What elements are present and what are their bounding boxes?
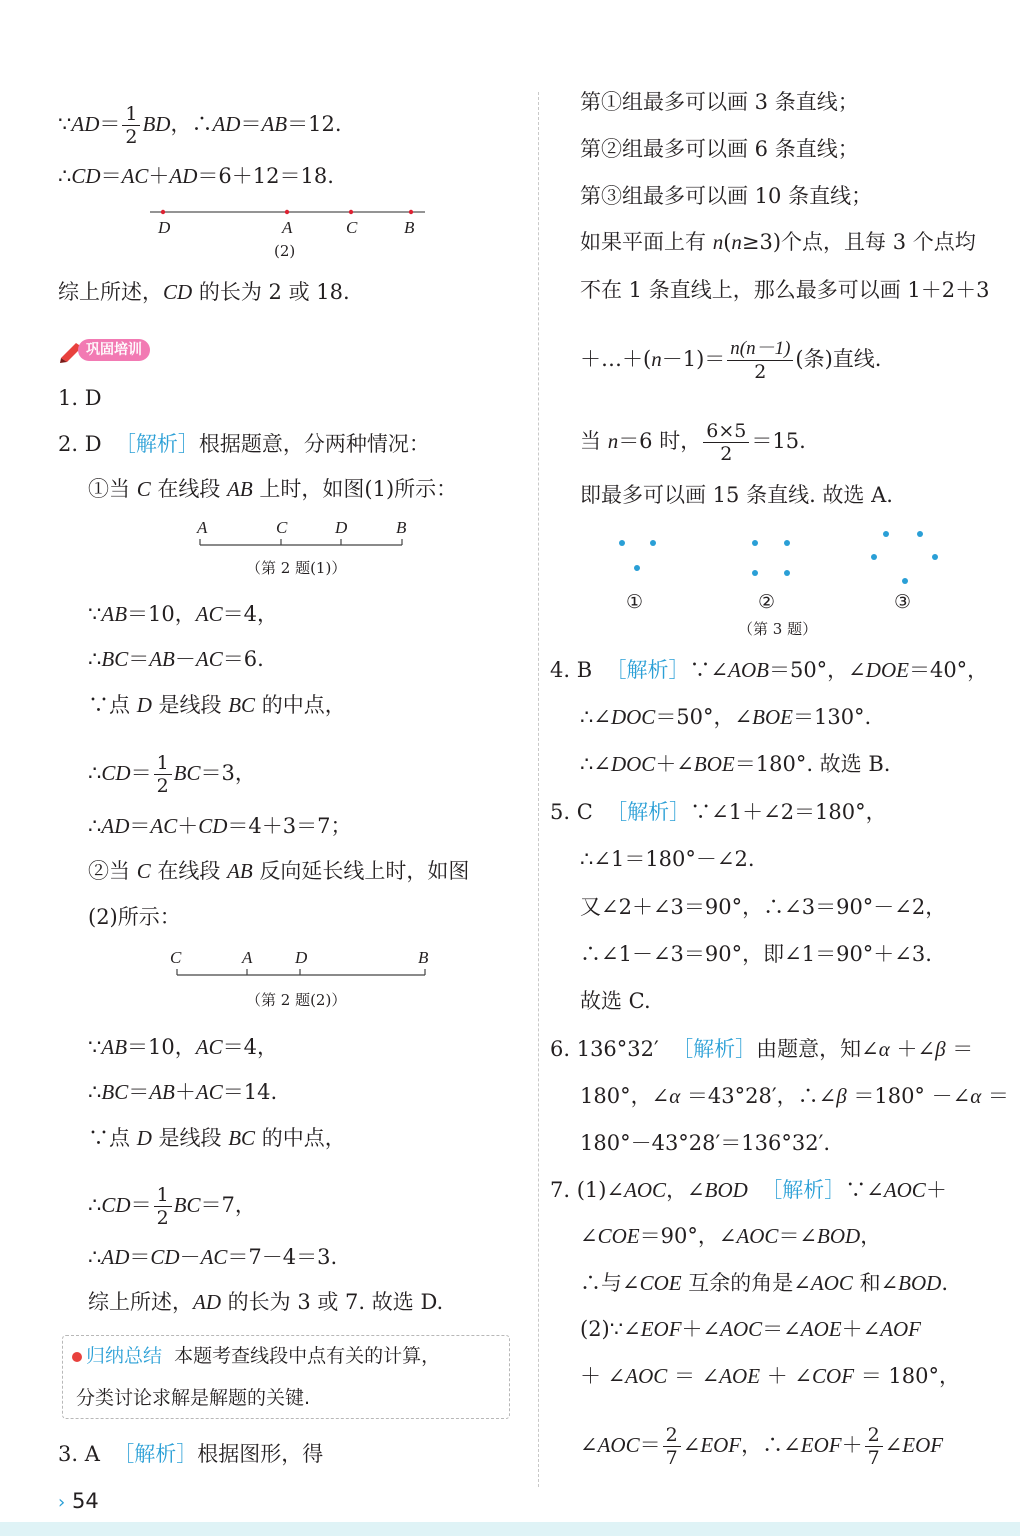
r-line: ∴∠1＝180°－∠2.: [580, 847, 755, 871]
point-label: D: [158, 218, 171, 237]
analysis-tag: ［解析］: [761, 1178, 846, 1202]
r-line: ∠COE＝90°，∠AOC＝∠BOD，: [580, 1224, 882, 1248]
point-label: C: [276, 518, 288, 537]
r-line: 第③组最多可以画 10 条直线；: [580, 184, 873, 208]
answer-6: 6. 136°32′ ［解析］由题意，知∠α ＋∠β ＝: [550, 1037, 974, 1061]
line-ad-half-bd: ∵AD＝ $\frac{1}{2}$ BD，∴AD＝AB＝12.: [58, 103, 342, 148]
column-divider: [538, 92, 539, 1487]
fraction: $\frac{1}{2}$: [122, 103, 140, 148]
line-cd-18: ∴CD＝AC＋AD＝6＋12＝18.: [58, 164, 334, 188]
answer-4: 4. B ［解析］∵∠AOB＝50°，∠DOE＝40°，: [550, 658, 989, 682]
step-line: ∴AD＝AC＋CD＝4＋3＝7；: [88, 814, 352, 838]
r-line: 故选 C.: [580, 989, 651, 1013]
segment-figure-1: [195, 538, 410, 552]
summary-title: 归纳总结: [86, 1345, 163, 1367]
answer-2: 2. D ［解析］根据题意，分两种情况：: [58, 432, 430, 456]
r-line: 即最多可以画 15 条直线. 故选 A.: [580, 483, 893, 507]
figure-caption: （第 2 题(2)）: [246, 991, 347, 1009]
step-line: ∴AD＝CD－AC＝7－4＝3.: [88, 1245, 338, 1269]
step-line: ∴CD＝ $\frac{1}{2}$ BC＝3，: [88, 752, 256, 797]
point-label: B: [396, 518, 407, 537]
point-label: B: [418, 948, 429, 967]
r-line: 第①组最多可以画 3 条直线；: [580, 90, 859, 114]
r-line: 不在 1 条直线上，那么最多可以画 1＋2＋3: [580, 278, 990, 302]
r-line: ∴与∠COE 互余的角是∠AOC 和∠BOD.: [580, 1271, 949, 1295]
r-line: 又∠2＋∠3＝90°，∴∠3＝90°－∠2，: [580, 895, 947, 919]
analysis-tag: ［解析］: [113, 1442, 198, 1466]
page-arrow-icon: ›: [58, 1492, 66, 1513]
page-number: 54: [72, 1489, 99, 1513]
r-line: ∠AOC＝ $\frac{2}{7}$ ∠EOF，∴∠EOF＋ $\frac{2}{7}$ ∠EOF: [580, 1424, 944, 1469]
fraction: $\frac{2}{7}$: [663, 1424, 681, 1469]
step-line: ∵点 D 是线段 BC 的中点，: [88, 1126, 346, 1150]
group-label: ②: [758, 591, 776, 613]
step-line: 综上所述，AD 的长为 3 或 7. 故选 D.: [88, 1290, 444, 1314]
point-label: D: [335, 518, 348, 537]
segment-figure-top: [145, 205, 435, 219]
step-line: ∵AB＝10，AC＝4，: [88, 602, 278, 626]
step-line: ∴BC＝AB－AC＝6.: [88, 647, 264, 671]
segment-figure-2: [172, 968, 432, 982]
point-label: A: [197, 518, 208, 537]
step-line: ∴CD＝ $\frac{1}{2}$ BC＝7，: [88, 1184, 256, 1229]
case-1: ①当 C 在线段 AB 上时，如图(1)所示：: [88, 477, 458, 501]
fraction: $\frac{1}{2}$: [154, 1184, 172, 1229]
r-line: ＋ ∠AOC ＝ ∠AOE ＋ ∠COF ＝ 180°，: [580, 1364, 960, 1388]
analysis-tag: ［解析］: [606, 800, 691, 824]
step-line: ∴BC＝AB＋AC＝14.: [88, 1080, 278, 1104]
r-line: 如果平面上有 n(n≥3)个点，且每 3 个点均: [580, 230, 976, 254]
figure-caption: （第 3 题）: [738, 620, 818, 638]
step-line: ∵AB＝10，AC＝4，: [88, 1035, 278, 1059]
r-line: 第②组最多可以画 6 条直线；: [580, 137, 859, 161]
dots-figure: [610, 525, 940, 585]
answer-3: 3. A ［解析］根据图形，得: [58, 1442, 324, 1466]
line-conclusion-1: 综上所述，CD 的长为 2 或 18.: [58, 280, 350, 304]
group-label: ①: [626, 591, 644, 613]
step-line: ∵点 D 是线段 BC 的中点，: [88, 693, 346, 717]
point-label: A: [242, 948, 253, 967]
figure-caption: (2): [274, 242, 296, 260]
r-line: (2)∵∠EOF＋∠AOC＝∠AOE＋∠AOF: [580, 1317, 922, 1341]
summary-line-1: 归纳总结 本题考查线段中点有关的计算，: [86, 1345, 441, 1367]
case-2: ②当 C 在线段 AB 反向延长线上时，如图: [88, 859, 470, 883]
r-line: 当 n＝6 时， $\frac{6\times 5}{2}$ ＝15.: [580, 420, 806, 465]
r-line: ∴∠DOC＝50°，∠BOE＝130°.: [580, 705, 872, 729]
answer-5: 5. C ［解析］∵∠1＋∠2＝180°，: [550, 800, 887, 824]
case-2-cont: (2)所示：: [88, 905, 181, 929]
group-label: ③: [894, 591, 912, 613]
r-line: 180°－43°28′＝136°32′.: [580, 1131, 831, 1155]
r-line: ∴∠1－∠3＝90°，即∠1＝90°＋∠3.: [580, 942, 932, 966]
analysis-tag: ［解析］: [605, 658, 690, 682]
point-label: C: [170, 948, 182, 967]
point-label: D: [295, 948, 308, 967]
fraction: $\frac{6\times 5}{2}$: [703, 420, 749, 465]
summary-bullet-icon: [72, 1352, 82, 1362]
point-label: B: [404, 218, 415, 237]
footer-band: [0, 1522, 1020, 1536]
r-line: ∴∠DOC＋∠BOE＝180°. 故选 B.: [580, 752, 891, 776]
fraction: $\frac{n(n-1)}{2}$: [727, 338, 793, 383]
answer-7: 7. (1)∠AOC，∠BOD ［解析］∵∠AOC＋: [550, 1178, 947, 1202]
analysis-tag: ［解析］: [114, 432, 199, 456]
summary-line-2: 分类讨论求解是解题的关键.: [76, 1387, 311, 1409]
fraction: $\frac{2}{7}$: [865, 1424, 883, 1469]
r-line: ＋…＋(n－1)＝ $\frac{n(n-1)}{2}$ (条)直线.: [580, 338, 882, 383]
point-label: A: [282, 218, 293, 237]
fraction: $\frac{1}{2}$: [154, 752, 172, 797]
analysis-tag: ［解析］: [672, 1037, 757, 1061]
point-label: C: [346, 218, 358, 237]
answer-1: 1. D: [58, 386, 102, 410]
section-banner: 巩固培训: [58, 338, 162, 364]
figure-caption: （第 2 题(1)）: [246, 559, 347, 577]
r-line: 180°，∠α ＝43°28′，∴∠β ＝180° －∠α ＝: [580, 1084, 1009, 1108]
